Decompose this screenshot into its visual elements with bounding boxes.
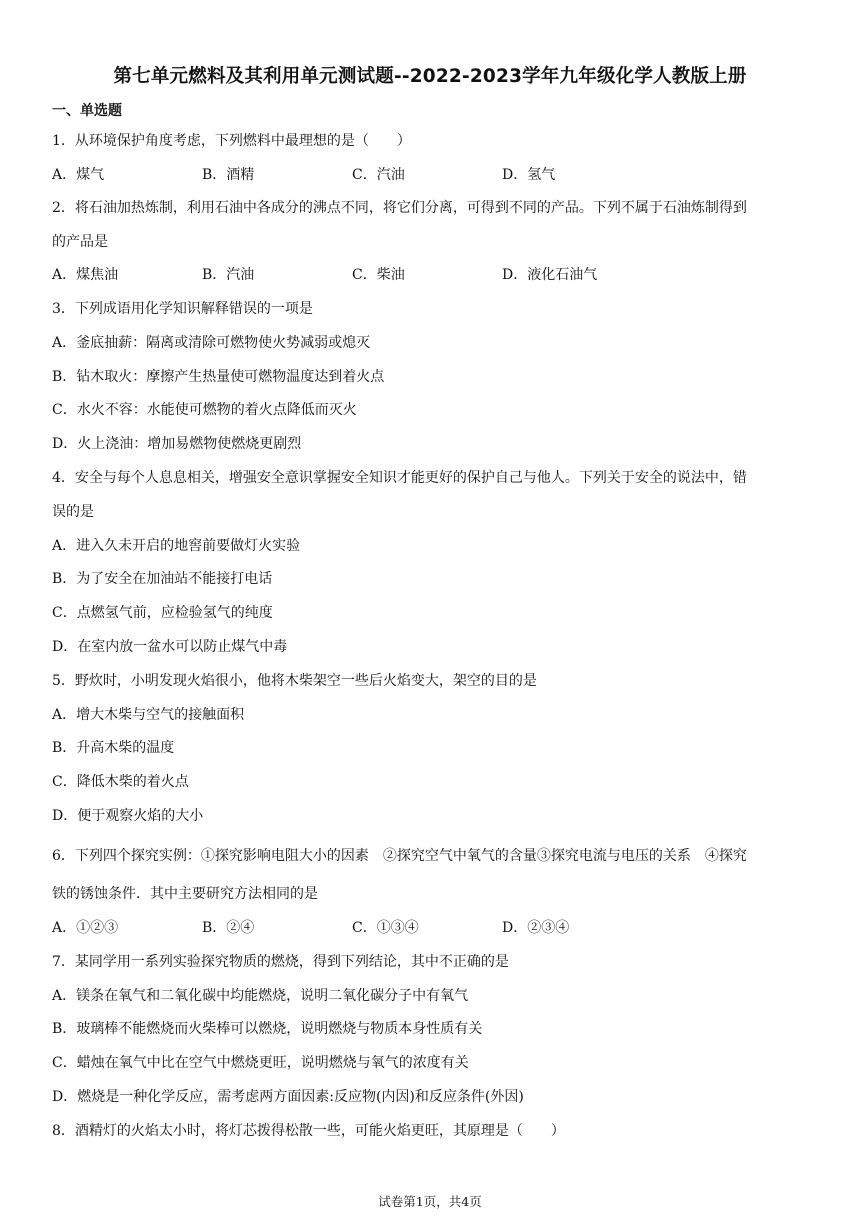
- question-7-stem: 7．某同学用一系列实验探究物质的燃烧，得到下列结论，其中不正确的是: [52, 954, 509, 970]
- question-1-option-d: D．氢气: [502, 167, 556, 183]
- page-footer: 试卷第1页，共4页: [378, 1194, 482, 1209]
- question-6-stem-line-1: 6．下列四个探究实例：①探究影响电阻大小的因素 ②探究空气中氧气的含量③探究电流与电压的关系 ④探究: [52, 848, 747, 864]
- question-3-option-a: A．釜底抽薪：隔离或清除可燃物使火势减弱或熄灭: [52, 335, 371, 351]
- question-1-option-b: B．酒精: [202, 167, 255, 183]
- section-heading: 一、单选题: [52, 103, 122, 119]
- question-1-option-a: A．煤气: [52, 167, 105, 183]
- question-2-option-d: D．液化石油气: [502, 267, 598, 283]
- question-7-option-a: A．镁条在氧气和二氧化碳中均能燃烧，说明二氧化碳分子中有氧气: [52, 988, 469, 1004]
- question-3-option-b: B．钻木取火：摩擦产生热量使可燃物温度达到着火点: [52, 369, 385, 385]
- question-2-option-a: A．煤焦油: [52, 267, 119, 283]
- question-4-stem-line-1: 4．安全与每个人息息相关，增强安全意识掌握安全知识才能更好的保护自己与他人。下列关于安全的说法中，错: [52, 470, 747, 486]
- question-5-option-d: D．便于观察火焰的大小: [52, 808, 204, 824]
- question-2-option-b: B．汽油: [202, 267, 255, 283]
- question-7-option-c: C．蜡烛在氧气中比在空气中燃烧更旺，说明燃烧与氧气的浓度有关: [52, 1055, 469, 1071]
- question-4-stem-line-2: 误的是: [52, 504, 94, 520]
- question-1-option-c: C．汽油: [352, 167, 405, 183]
- question-4-option-c: C．点燃氢气前，应检验氢气的纯度: [52, 605, 273, 621]
- question-3-option-d: D．火上浇油：增加易燃物使燃烧更剧烈: [52, 436, 302, 452]
- question-6-option-a: A．①②③: [52, 920, 119, 936]
- question-2-stem-line-2: 的产品是: [52, 234, 108, 250]
- question-3-option-c: C．水火不容：水能使可燃物的着火点降低而灭火: [52, 402, 357, 418]
- question-7-option-d: D．燃烧是一种化学反应，需考虑两方面因素:反应物(内因)和反应条件(外因): [52, 1089, 524, 1105]
- question-5-option-b: B．升高木柴的温度: [52, 740, 175, 756]
- question-5-option-c: C．降低木柴的着火点: [52, 774, 189, 790]
- page-title: 第七单元燃料及其利用单元测试题--2022-2023学年九年级化学人教版上册: [113, 66, 747, 87]
- question-6-option-d: D．②③④: [502, 920, 570, 936]
- question-6-stem-line-2: 铁的锈蚀条件．其中主要研究方法相同的是: [52, 886, 318, 902]
- question-5-option-a: A．增大木柴与空气的接触面积: [52, 707, 245, 723]
- question-2-option-c: C．柴油: [352, 267, 405, 283]
- question-6-option-b: B．②④: [202, 920, 255, 936]
- question-5-stem: 5．野炊时，小明发现火焰很小，他将木柴架空一些后火焰变大，架空的目的是: [52, 673, 537, 689]
- question-6-option-c: C．①③④: [352, 920, 419, 936]
- question-4-option-a: A．进入久未开启的地窖前要做灯火实验: [52, 538, 301, 554]
- question-2-stem-line-1: 2．将石油加热炼制，利用石油中各成分的沸点不同，将它们分离，可得到不同的产品。下列不属于石油炼制得到: [52, 200, 747, 216]
- question-4-option-b: B．为了安全在加油站不能接打电话: [52, 571, 273, 587]
- question-1-stem: 1．从环境保护角度考虑，下列燃料中最理想的是（ ）: [52, 133, 411, 149]
- question-4-option-d: D．在室内放一盆水可以防止煤气中毒: [52, 639, 288, 655]
- question-3-stem: 3．下列成语用化学知识解释错误的一项是: [52, 301, 313, 317]
- question-7-option-b: B．玻璃棒不能燃烧而火柴棒可以燃烧，说明燃烧与物质本身性质有关: [52, 1021, 483, 1037]
- question-8-stem: 8．酒精灯的火焰太小时，将灯芯拨得松散一些，可能火焰更旺，其原理是（ ）: [52, 1123, 565, 1139]
